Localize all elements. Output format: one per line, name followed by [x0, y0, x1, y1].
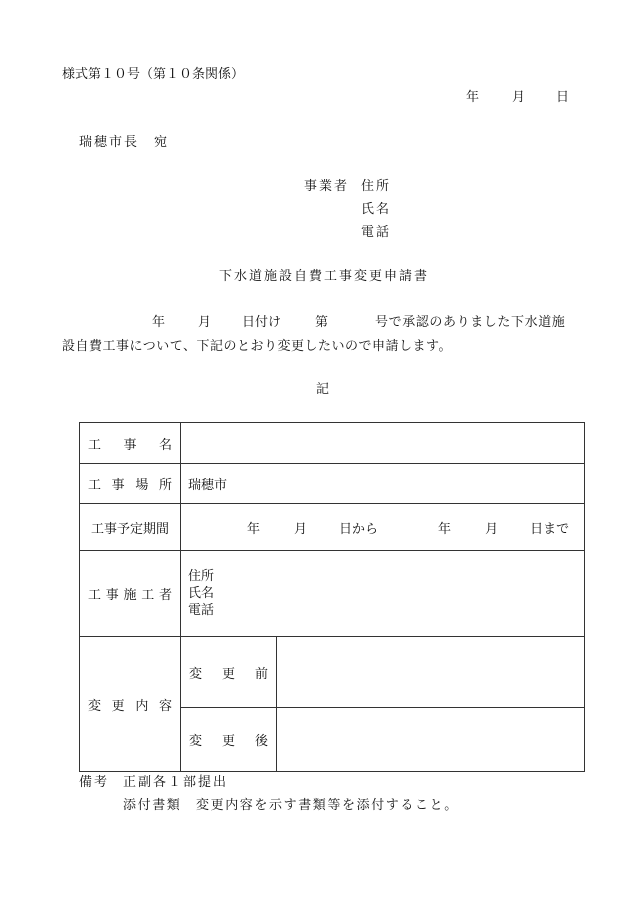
label-char: 場: [135, 478, 149, 493]
label-char: 更: [221, 734, 235, 749]
notes-line1: 正副各１部提出: [123, 775, 229, 790]
label-char: 更: [111, 698, 125, 714]
label-char: 事: [105, 588, 119, 603]
label-char: 施: [123, 588, 137, 603]
label-char: 後: [254, 734, 268, 749]
change-after-value: [277, 708, 585, 772]
document-title: 下水道施設自費工事変更申請書: [219, 269, 430, 284]
label-chars: [80, 474, 180, 493]
applicant-label: 事業者: [304, 179, 350, 194]
label-char: 変: [189, 734, 203, 749]
notes-label: 備考: [79, 775, 110, 790]
label-char: 事: [111, 478, 125, 493]
notes-line2: 添付書類 変更内容を示す書類等を添付すること。: [123, 798, 459, 813]
addressee: 瑞穂市長 宛: [79, 135, 170, 150]
body-number-prefix: 第: [315, 315, 329, 330]
construction-name-value: [181, 423, 585, 464]
construction-place-label: [80, 464, 181, 504]
label-char: 工: [141, 588, 155, 603]
period-to-day: 日まで: [530, 521, 570, 537]
change-before-value: [277, 637, 585, 708]
contractor-name-label: 氏名: [188, 586, 215, 601]
label-char: 変: [189, 666, 203, 682]
construction-name-label: [80, 423, 181, 464]
label-char: 変: [88, 698, 102, 714]
label-chars: [181, 663, 276, 682]
label-chars: [181, 730, 276, 749]
row-change-before: [80, 637, 585, 708]
date-month-label: 月: [512, 90, 526, 105]
period-to-month: 月: [485, 521, 499, 537]
label-chars: [80, 695, 180, 714]
body-date-suffix: 日付け: [242, 315, 282, 330]
row-construction-place: [80, 464, 585, 504]
application-table: [79, 422, 585, 772]
row-construction-period: [80, 504, 585, 551]
period-from-year: 年: [247, 521, 261, 537]
period-to-year: 年: [438, 521, 452, 537]
ki-heading: 記: [316, 382, 330, 397]
date-day-label: 日: [556, 90, 570, 105]
label-char: 所: [158, 478, 172, 493]
construction-period-label: 工事予定期間: [80, 504, 181, 551]
construction-place-value: 瑞穂市: [181, 464, 585, 504]
applicant-address-label: 住所: [361, 179, 392, 194]
label-char: 事: [123, 437, 137, 453]
label-char: 名: [158, 437, 172, 453]
label-char: 前: [254, 666, 268, 682]
body-year: 年: [152, 315, 166, 330]
applicant-name-label: 氏名: [361, 202, 392, 217]
label-char: 者: [158, 588, 172, 603]
label-chars: [80, 584, 180, 603]
date-year-label: 年: [466, 90, 480, 105]
body-line2: 設自費工事について、下記のとおり変更したいので申請します。: [62, 339, 452, 354]
contractor-label: [80, 551, 181, 637]
row-construction-name: [80, 423, 585, 464]
label-char: 内: [135, 698, 149, 714]
contractor-phone-label: 電話: [188, 603, 215, 618]
label-chars: [80, 434, 180, 453]
row-contractor: [80, 551, 585, 637]
form-number: 様式第１０号（第１０条関係）: [62, 67, 245, 82]
body-line1: 号で承認のありました下水道施: [375, 315, 566, 330]
label-char: 工: [88, 588, 102, 603]
label-char: 更: [221, 666, 235, 682]
period-from-day: 日から: [339, 521, 379, 537]
label-char: 容: [158, 698, 172, 714]
contractor-value: [181, 551, 585, 637]
contractor-address-label: 住所: [188, 569, 215, 584]
change-before-label: [181, 637, 277, 708]
body-month: 月: [198, 315, 212, 330]
change-content-label: [80, 637, 181, 772]
construction-period-value: [181, 504, 585, 551]
label-char: 工: [88, 478, 102, 493]
applicant-phone-label: 電話: [361, 225, 392, 240]
label-char: 工: [88, 437, 102, 453]
change-after-label: [181, 708, 277, 772]
period-from-month: 月: [294, 521, 308, 537]
